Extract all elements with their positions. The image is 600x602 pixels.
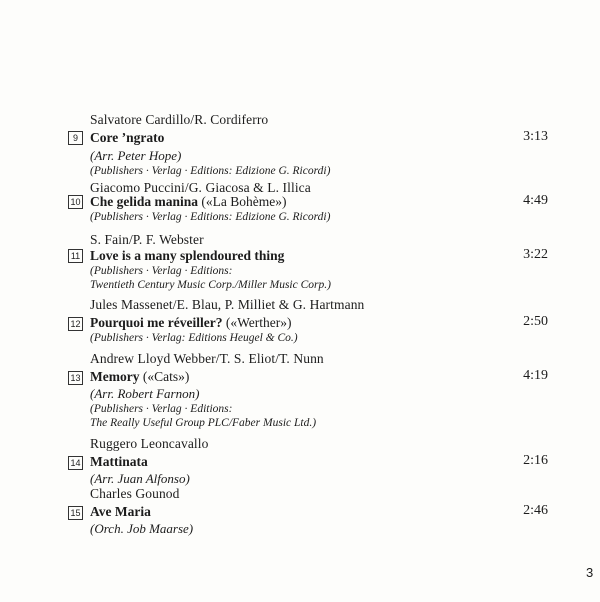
track-arranger: (Arr. Peter Hope) — [90, 148, 182, 163]
track-title — [90, 454, 148, 470]
track-number: 14 — [68, 456, 83, 470]
track-composer: Salvatore Cardillo/R. Cordiferro — [90, 112, 269, 127]
track-duration: 2:46 — [523, 503, 548, 518]
track-title — [90, 248, 284, 264]
track-duration: 3:22 — [523, 247, 548, 262]
track-number: 12 — [68, 317, 83, 331]
track-title — [90, 194, 286, 210]
track-publisher: (Publishers · Verlag: Editions Heugel & Co.) — [90, 332, 298, 344]
track-publisher-cont: The Really Useful Group PLC/Faber Music Ltd.) — [90, 417, 317, 429]
track-duration: 4:49 — [523, 193, 548, 208]
track-title-text: Memory — [90, 369, 140, 384]
track-arranger: (Arr. Robert Farnon) — [90, 386, 200, 401]
track-publisher: (Publishers · Verlag · Editions: — [90, 403, 233, 415]
track-title — [90, 504, 151, 520]
track-duration: 2:50 — [523, 314, 548, 329]
track-title — [90, 369, 189, 385]
track-title-text: Che gelida manina — [90, 194, 199, 209]
track-number: 11 — [68, 249, 83, 263]
track-title — [90, 130, 164, 146]
track-title-suffix: («Cats») — [142, 369, 190, 384]
track-composer: Giacomo Puccini/G. Giacosa & L. Illica — [90, 180, 311, 195]
track-number: 13 — [68, 371, 83, 385]
track-duration: 3:13 — [523, 129, 548, 144]
track-title-suffix: («La Bohème») — [201, 194, 287, 209]
track-title-suffix: («Werther») — [225, 315, 292, 330]
track-publisher: (Publishers · Verlag · Editions: Edizione G. Ricordi) — [90, 211, 331, 223]
track-duration: 2:16 — [523, 453, 548, 468]
track-composer: Charles Gounod — [90, 486, 180, 501]
track-title-text: Pourquoi me réveiller? — [90, 315, 223, 330]
track-number: 10 — [68, 195, 83, 209]
track-composer: Ruggero Leoncavallo — [90, 436, 209, 451]
track-title-text: Core ’ngrato — [90, 130, 165, 145]
track-arranger: (Arr. Juan Alfonso) — [90, 471, 190, 486]
track-publisher: (Publishers · Verlag · Editions: Edizione G. Ricordi) — [90, 165, 331, 177]
track-publisher: (Publishers · Verlag · Editions: — [90, 265, 233, 277]
track-publisher-cont: Twentieth Century Music Corp./Miller Music Corp.) — [90, 279, 331, 291]
page-number: 3 — [586, 565, 594, 580]
track-composer: S. Fain/P. F. Webster — [90, 232, 204, 247]
track-title-text: Ave Maria — [90, 504, 151, 519]
track-duration: 4:19 — [523, 368, 548, 383]
track-arranger: (Orch. Job Maarse) — [90, 521, 194, 536]
track-title-text: Mattinata — [90, 454, 148, 469]
track-title — [90, 315, 291, 331]
track-number: 9 — [68, 131, 83, 145]
track-composer: Andrew Lloyd Webber/T. S. Eliot/T. Nunn — [90, 351, 324, 366]
track-title-text: Love is a many splendoured thing — [90, 248, 285, 263]
track-composer: Jules Massenet/E. Blau, P. Milliet & G. Hartmann — [90, 297, 365, 312]
track-number: 15 — [68, 506, 83, 520]
